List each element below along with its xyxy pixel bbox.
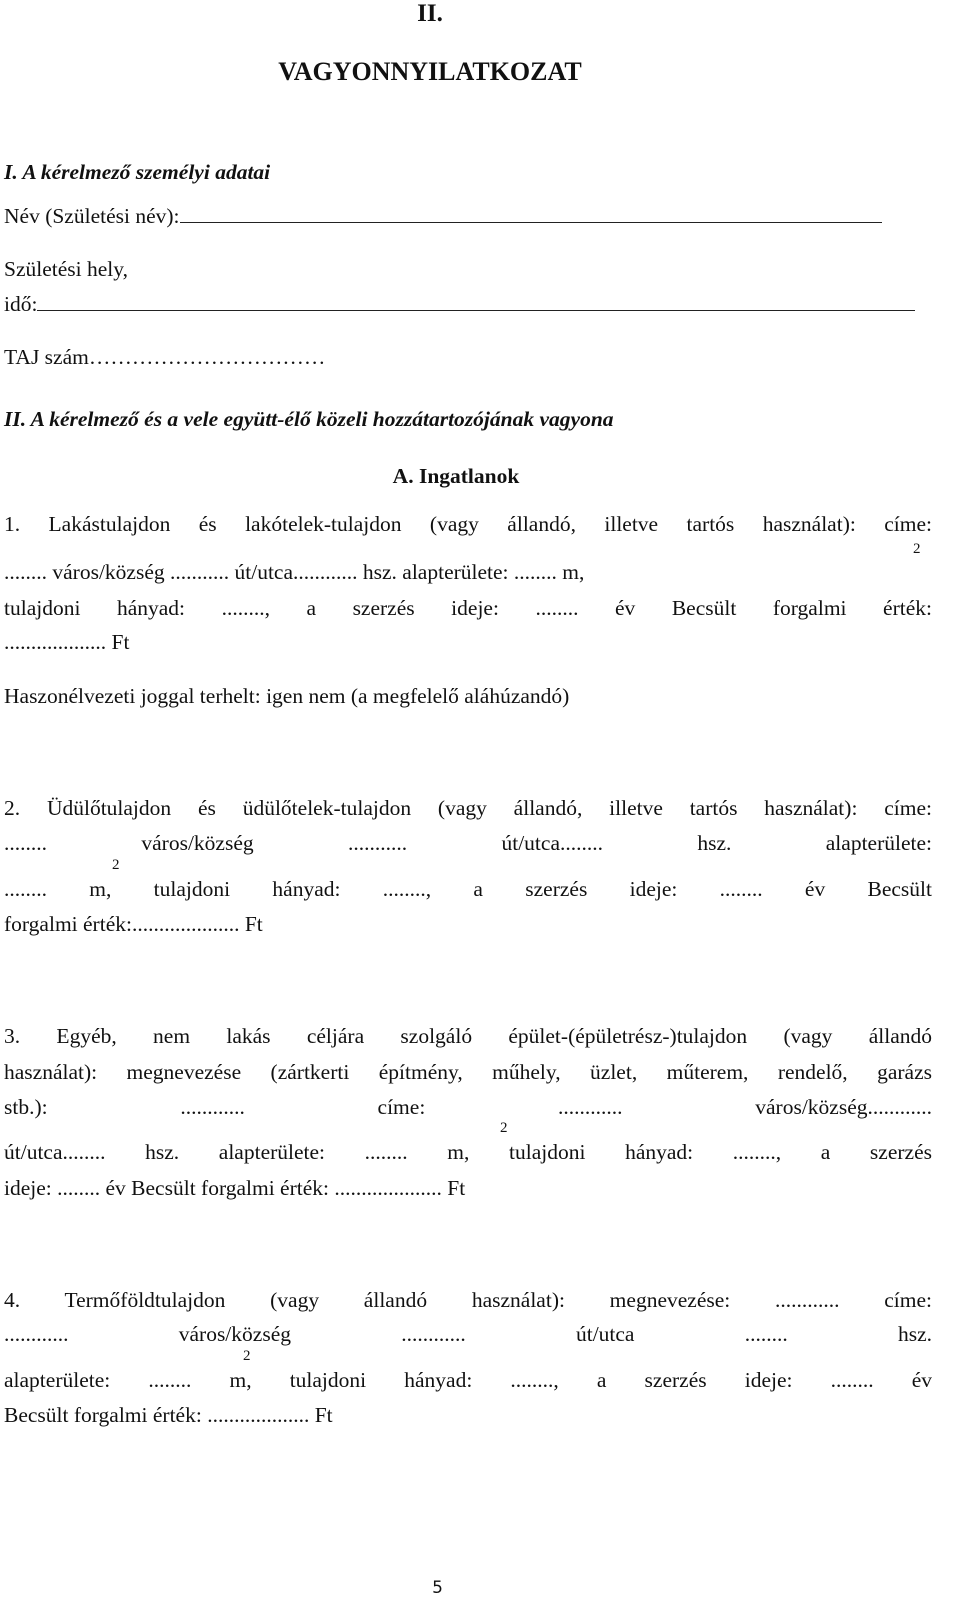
taj-label: TAJ szám — [4, 345, 89, 369]
item4-line3 — [4, 1368, 932, 1392]
page-title: VAGYONNYILATKOZAT — [278, 57, 582, 86]
birth-field-row — [4, 292, 915, 316]
item1-line2-text: ........ város/község ........... út/utca............ hsz. alapterülete: ........ m — [4, 560, 579, 584]
item3-line4-text: út/utca........ hsz. alapterülete: ........ m — [4, 1140, 465, 1164]
subsection-title-real-estate: A. Ingatlanok — [392, 464, 520, 488]
item4-line1: 4. Termőföldtulajdon (vagy állandó használat): megnevezése: ............ címe: — [4, 1288, 932, 1312]
item3-line2: használat): megnevezése (zártkerti építmény, műhely, üzlet, műterem, rendelő, garázs — [4, 1060, 932, 1084]
item3-line3: stb.): ............ címe: ............ város/község............ — [4, 1095, 932, 1119]
birth-field-line[interactable] — [37, 292, 915, 311]
section-title-personal-data: I. A kérelmező személyi adatai — [4, 160, 271, 184]
taj-dots[interactable]: …………………………… — [88, 345, 326, 369]
section-number: II. — [417, 0, 443, 27]
item4-superscript: 2 — [243, 1348, 251, 1364]
name-field-line[interactable] — [180, 204, 882, 223]
item1-line2-end: , — [579, 560, 585, 584]
item2-line3 — [4, 877, 932, 901]
item1-line1: 1. Lakástulajdon és lakótelek-tulajdon (vagy állandó, illetve tartós használat): címe: — [4, 512, 932, 536]
item3-line1: 3. Egyéb, nem lakás céljára szolgáló épület-(épületrész-)tulajdon (vagy állandó — [4, 1024, 932, 1048]
item1-superscript: 2 — [913, 541, 921, 557]
item1-line5: Haszonélvezeti joggal terhelt: igen nem (a megfelelő aláhúzandó) — [4, 684, 570, 708]
item1-line4: ................... Ft — [4, 630, 130, 654]
item4-line4: Becsült forgalmi érték: ................... Ft — [4, 1403, 333, 1427]
item4-line2: ............ város/község ............ út/utca ........ hsz. — [4, 1322, 932, 1346]
item2-superscript: 2 — [112, 857, 120, 873]
item3-line4 — [4, 1140, 932, 1164]
item4-line3-rest: , tulajdoni hányad: ........, a szerzés ideje: ........ év — [246, 1368, 933, 1392]
name-field-row — [4, 204, 882, 228]
page-number: 5 — [432, 1578, 443, 1598]
item2-line1: 2. Üdülőtulajdon és üdülőtelek-tulajdon (vagy állandó, illetve tartós használat): címe: — [4, 796, 932, 820]
item2-line2: ........ város/község ........... út/utca........ hsz. alapterülete: — [4, 831, 932, 855]
item1-line3: tulajdoni hányad: ........, a szerzés ideje: ........ év Becsült forgalmi érték: — [4, 596, 932, 620]
birth-time-label: idő: — [4, 292, 38, 316]
item2-line3-text: ........ m — [4, 877, 107, 901]
item1-line2 — [4, 560, 584, 584]
section-title-assets: II. A kérelmező és a vele együtt-élő közeli hozzátartozójának vagyona — [4, 407, 614, 431]
name-label: Név (Születési név): — [4, 204, 180, 228]
taj-row — [4, 345, 325, 369]
birth-place-label: Születési hely, — [4, 257, 128, 281]
item2-line4: forgalmi érték:.................... Ft — [4, 912, 263, 936]
item4-line3-text: alapterülete: ........ m — [4, 1368, 247, 1392]
item3-line4-rest: , tulajdoni hányad: ........, a szerzés — [464, 1140, 932, 1164]
item3-superscript: 2 — [500, 1120, 508, 1136]
item2-line3-rest: , tulajdoni hányad: ........, a szerzés ideje: ........ év Becsült — [106, 877, 932, 901]
item3-line5: ideje: ........ év Becsült forgalmi érték: .................... Ft — [4, 1176, 466, 1200]
